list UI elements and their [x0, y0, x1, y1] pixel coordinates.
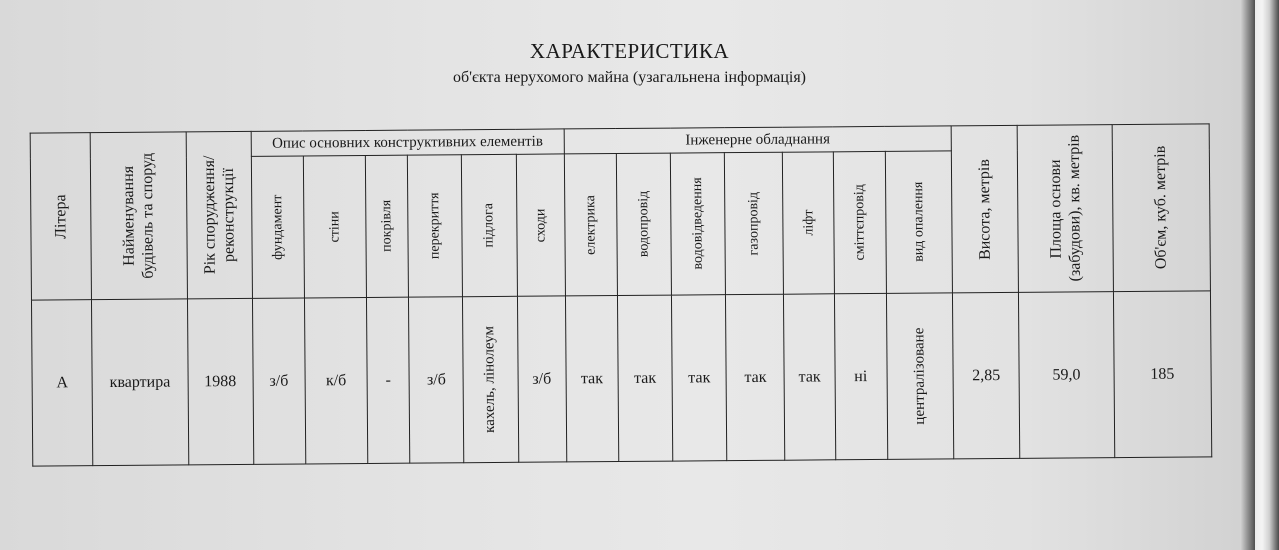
- header-roof: покрівля: [365, 155, 408, 297]
- header-fundament: фундамент: [251, 156, 304, 298]
- cell-height: 2,85: [952, 292, 1020, 459]
- header-heating-type: вид опалення: [885, 151, 952, 294]
- header-group-engineering: Інженерне обладнання: [564, 126, 951, 154]
- cell-floors-ceiling: з/б: [409, 297, 464, 463]
- header-name: Найменування будівель та споруд: [90, 132, 187, 300]
- header-lift: ліфт: [783, 152, 834, 294]
- header-litera: Літера: [30, 133, 91, 300]
- cell-garbage-chute: ні: [834, 293, 887, 459]
- cell-fundament: з/б: [252, 298, 305, 464]
- cell-stairs: з/б: [517, 296, 567, 462]
- cell-walls: к/б: [304, 297, 368, 463]
- cell-lift: так: [784, 294, 835, 460]
- cell-electricity: так: [565, 296, 618, 462]
- characteristics-table: [30, 123, 1213, 466]
- cell-volume: 185: [1113, 291, 1212, 458]
- header-walls: стіни: [303, 155, 366, 297]
- header-height: Висота, метрів: [951, 125, 1019, 293]
- header-floors-ceiling: перекриття: [408, 155, 463, 297]
- header-gas: газопровід: [725, 152, 784, 294]
- cell-gas: так: [726, 294, 785, 460]
- header-drainage: водовідведення: [670, 153, 725, 295]
- cell-area: 59,0: [1019, 292, 1115, 459]
- header-electricity: електрика: [564, 154, 617, 296]
- header-year: Рік спорудження/ реконструкції: [186, 131, 253, 299]
- cell-water-supply: так: [617, 295, 672, 461]
- header-volume: Об'єм, куб. метрів: [1112, 124, 1211, 292]
- header-flooring: підлога: [462, 154, 517, 296]
- header-area: Площа основи (забудови), кв. метрів: [1017, 125, 1113, 293]
- cell-drainage: так: [672, 295, 727, 461]
- document-title: ХАРАКТЕРИСТИКА: [529, 39, 730, 63]
- header-garbage-chute: сміттєпровід: [833, 151, 886, 293]
- cell-litera: А: [31, 300, 92, 466]
- cell-heating-type: централізоване: [886, 293, 954, 460]
- cell-roof: -: [367, 297, 410, 463]
- document-subtitle: об'єкта нерухомого майна (узагальнена інформація): [452, 69, 807, 86]
- cell-year: 1988: [187, 298, 254, 465]
- table-row: [31, 291, 1211, 466]
- header-water-supply: водопровід: [616, 153, 671, 295]
- cell-flooring: кахель, лінолеум: [463, 296, 518, 462]
- header-stairs: сходи: [516, 154, 565, 296]
- header-group-construction: Опис основних конструктивних елементів: [251, 129, 564, 156]
- cell-name: квартира: [92, 299, 189, 466]
